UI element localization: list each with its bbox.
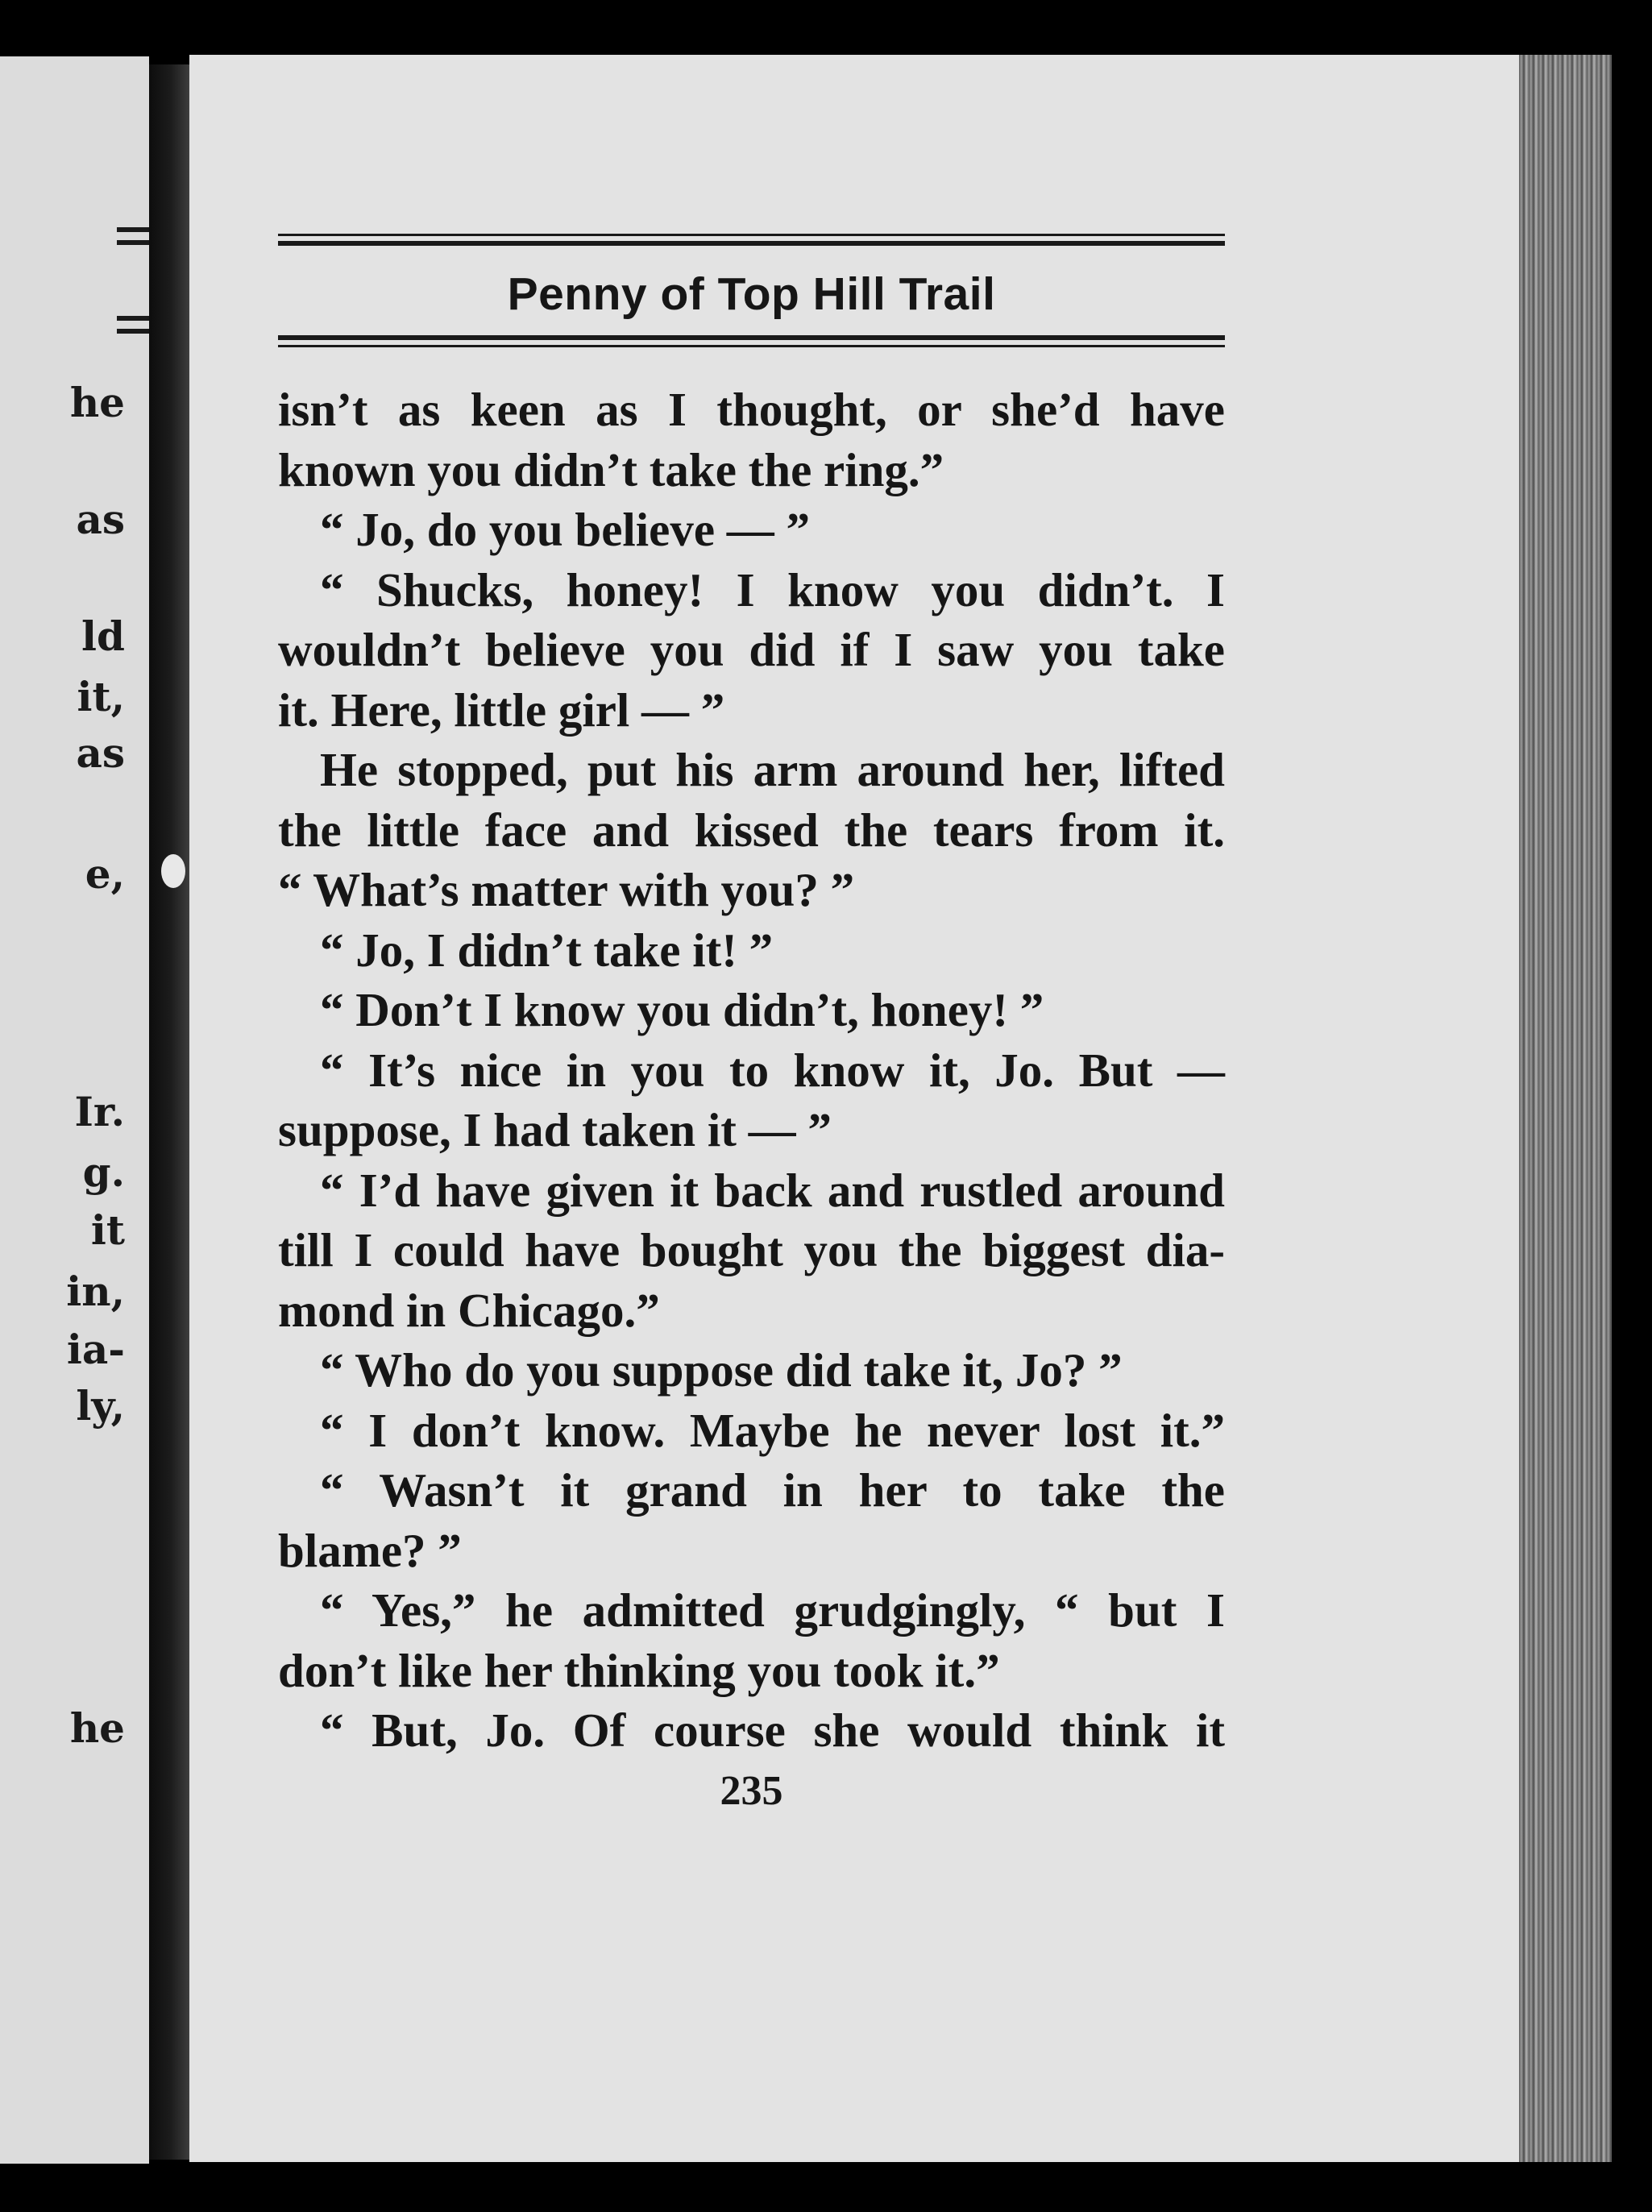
text-line: don’t like her thinking you took it.” [278, 1643, 1000, 1697]
text-line: known you didn’t take the ring.” [278, 442, 944, 496]
previous-page-fragment: ld [81, 612, 125, 660]
page-content [278, 234, 1225, 1815]
text-line: “ But, Jo. Of course she would think it [320, 1704, 1225, 1757]
text-line: blame? ” [278, 1523, 462, 1577]
body-text [278, 380, 1225, 1761]
previous-page-edge [0, 56, 149, 2164]
previous-page-rule [117, 329, 149, 334]
previous-page-fragment: it, [77, 673, 125, 720]
page-number: 235 [720, 1767, 783, 1814]
binding-mark [161, 854, 185, 888]
text-line: isn’t as keen as I thought, or she’d have [278, 383, 1225, 436]
previous-page-fragment: as [76, 729, 125, 777]
previous-page-fragment: e, [85, 850, 125, 898]
text-line: “ Shucks, honey! I know you didn’t. I [320, 562, 1225, 616]
previous-page-fragment: in, [66, 1268, 125, 1315]
text-line: wouldn’t believe you did if I saw you take [278, 623, 1225, 676]
previous-page-fragment: it [90, 1206, 125, 1254]
text-line: He stopped, put his arm around her, lifted [320, 743, 1225, 796]
running-head: Penny of Top Hill Trail [507, 268, 996, 320]
previous-page-fragment: he [69, 379, 125, 426]
previous-page-rule [117, 316, 149, 321]
previous-page-fragment: g. [82, 1148, 125, 1196]
previous-page-fragment: as [76, 496, 125, 543]
previous-page-fragment: ia- [66, 1326, 125, 1373]
text-line: “ Don’t I know you didn’t, honey! ” [320, 983, 1044, 1036]
header-rules-top [278, 234, 1225, 246]
text-line: “ It’s nice in you to know it, Jo. But — [320, 1043, 1225, 1097]
previous-page-fragment: ly, [76, 1382, 125, 1430]
text-line: it. Here, little girl — ” [278, 683, 725, 737]
text-line: “ What’s matter with you? ” [278, 863, 855, 916]
text-line: till I could have bought you the biggest dia- [278, 1223, 1225, 1276]
text-line: “ I’d have given it back and rustled around [320, 1163, 1225, 1217]
header-rule [278, 345, 1225, 347]
previous-page-rule [117, 227, 149, 232]
text-line: suppose, I had taken it — ” [278, 1103, 832, 1156]
text-line: the little face and kissed the tears from it. [278, 803, 1225, 857]
previous-page-rule [117, 240, 149, 245]
header-rules-bottom [278, 335, 1225, 347]
text-line: “ Jo, I didn’t take it! ” [320, 923, 774, 977]
text-line: “ Jo, do you believe — ” [320, 503, 811, 556]
text-line: mond in Chicago.” [278, 1283, 660, 1337]
page-stack-edge [1519, 55, 1612, 2162]
previous-page-fragment: he [69, 1704, 125, 1752]
text-line: “ Wasn’t it grand in her to take the [320, 1463, 1225, 1517]
text-line: “ I don’t know. Maybe he never lost it.” [320, 1403, 1225, 1457]
text-line: “ Yes,” he admitted grudgingly, “ but I [320, 1583, 1225, 1637]
previous-page-fragment: Ir. [74, 1088, 125, 1135]
text-line: “ Who do you suppose did take it, Jo? ” [320, 1343, 1123, 1397]
